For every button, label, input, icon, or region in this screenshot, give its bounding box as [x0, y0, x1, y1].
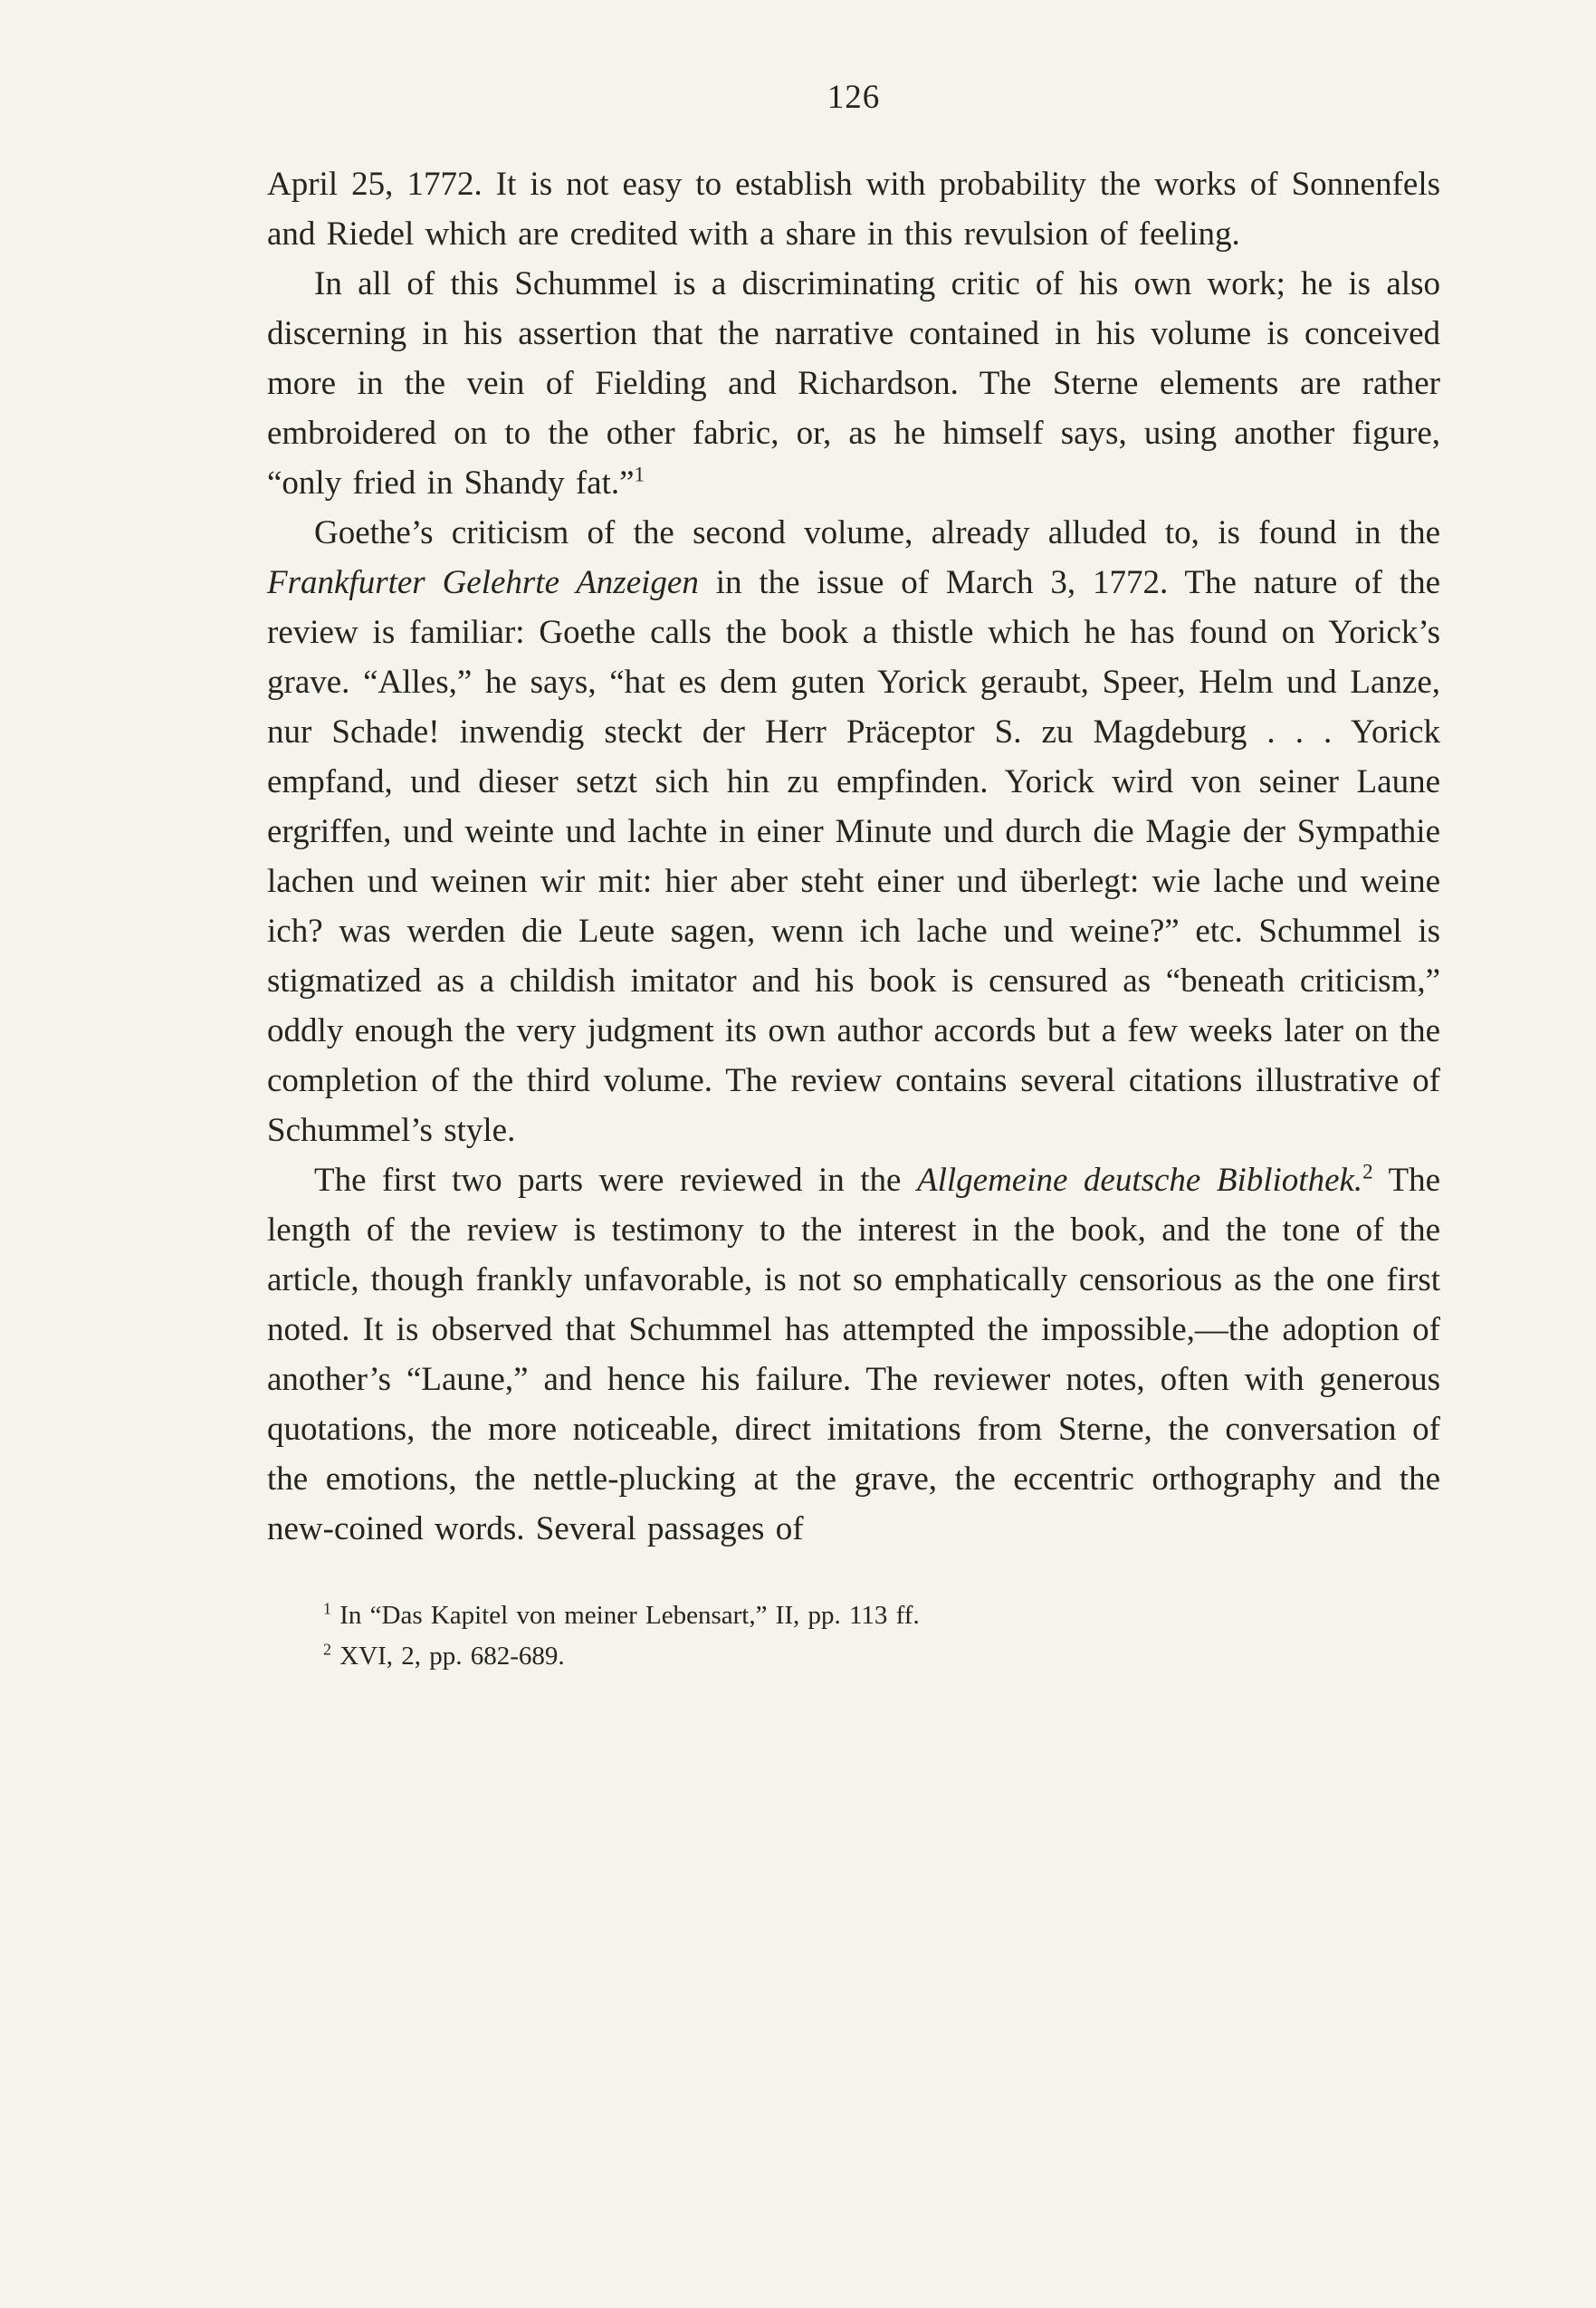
- text-run: Goethe’s criticism of the second volume, already alluded to, is found in the: [314, 514, 1440, 551]
- text-run: in the issue of March 3, 1772. The nature of the review is familiar: Goethe calls the book a thistle which he has found on Yorick’s grave. “Alles,” he says, “hat es dem guten Yorick geraubt, Speer, Helm und Lanze, nur Schade! inwendig steckt der Herr Präceptor S. zu Magdeburg . . . Yorick empfand, und dieser setzt sich hin zu empfinden. Yorick wird von seiner Laune ergriffen, und weinte und lachte in einer Minute und durch die Magie der Sympathie lachen und weinen wir mit: hier aber steht einer und überlegt: wie lache und weine ich? was werden die Leute sagen, wenn ich lache und weine?” etc. Schummel is stigmatized as a childish imitator and his book is censured as “beneath criticism,” oddly enough the very judgment its own author accords but a few weeks later on the completion of the third volume. The review contains several citations illustrative of Schummel’s style.: [267, 564, 1440, 1149]
- footnote: $^2$ XVI, 2, pp. 682-689.: [323, 1640, 565, 1671]
- paragraph: [267, 1155, 1440, 1554]
- body-text: [267, 159, 1440, 1677]
- paragraph: [267, 259, 1440, 508]
- text-run: In all of this Schummel is a discriminating critic of his own work; he is also discerning in his assertion that the narrative contained in his volume is conceived more in the vein of Fielding and Richardson. The Sterne elements are rather embroidered on to the other fabric, or, as he himself says, using another figure, “only fried in Shandy fat.”: [267, 265, 1440, 502]
- footnote-marker: 1: [323, 1599, 331, 1618]
- italic-title: Frankfurter Gelehrte Anzeigen: [267, 564, 699, 601]
- footnote-reference: 1: [634, 463, 645, 486]
- footnotes: [267, 1595, 1440, 1677]
- footnote-marker: 2: [323, 1640, 331, 1659]
- paragraph: [267, 508, 1440, 1155]
- italic-title: Allgemeine deutsche Bibliothek.: [916, 1162, 1363, 1199]
- footnote-reference: 2: [1362, 1160, 1373, 1183]
- text-run: The first two parts were reviewed in the: [314, 1162, 917, 1199]
- paragraph: [267, 159, 1440, 259]
- text-run: April 25, 1772. It is not easy to establish with probability the works of Sonnenfels and Riedel which are credited with a share in this revulsion of feeling.: [267, 166, 1440, 253]
- footnote: $^1$ In “Das Kapitel von meiner Lebensart,” II, pp. 113 ff.: [323, 1599, 920, 1630]
- text-run: The length of the review is testimony to the interest in the book, and the tone of the article, though frankly unfavorable, is not so emphatically censorious as the one first noted. It is observed that Schummel has attempted the impossible,—the adoption of another’s “Laune,” and hence his failure. The reviewer notes, often with generous quotations, the more noticeable, direct imitations from Sterne, the conversation of the emotions, the nettle-plucking at the grave, the eccentric orthography and the new-coined words. Several passages of: [267, 1162, 1440, 1547]
- page-number: 126: [827, 79, 881, 116]
- paragraphs: [267, 159, 1440, 1554]
